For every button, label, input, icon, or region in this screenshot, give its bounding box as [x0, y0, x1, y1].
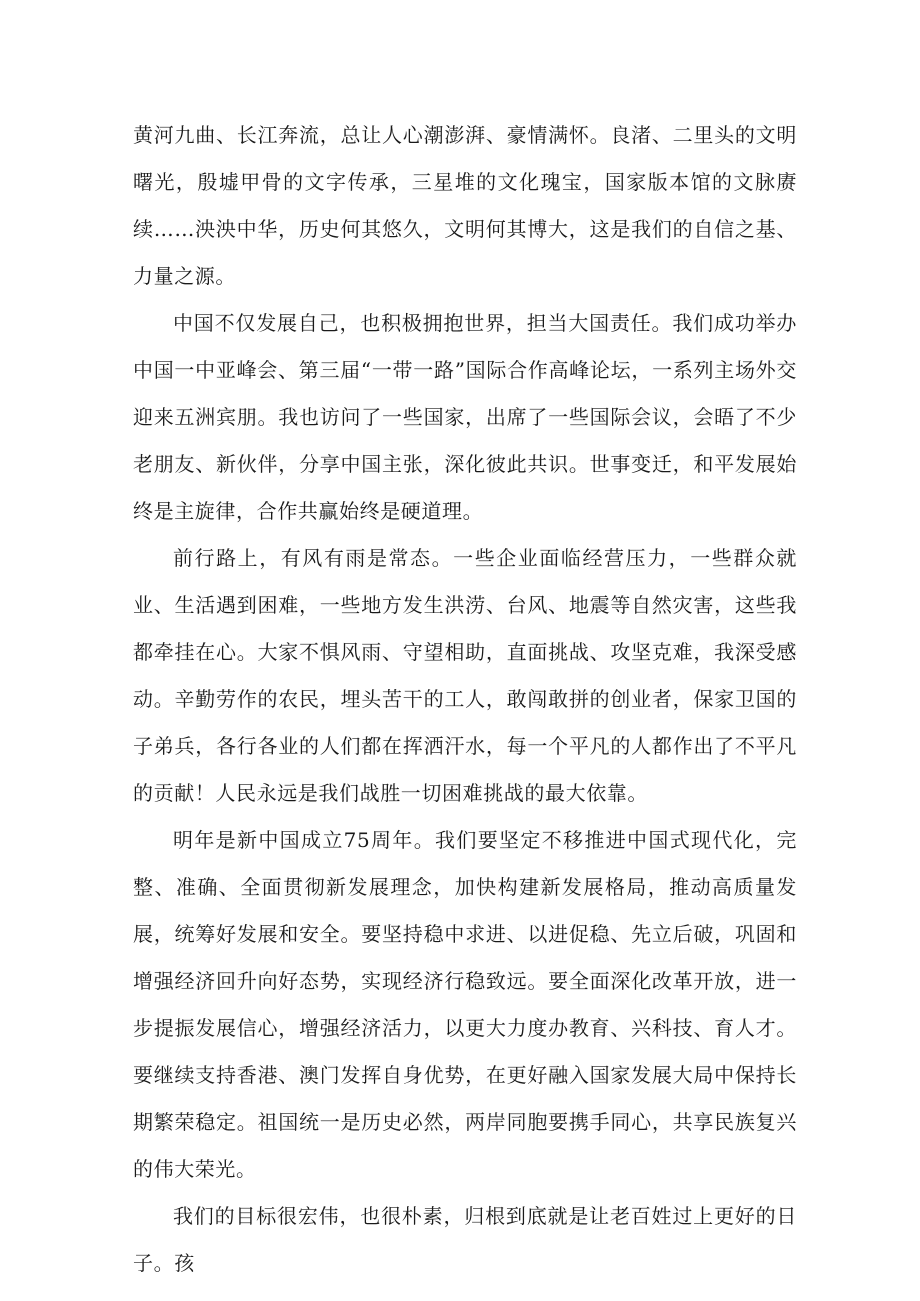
paragraph-2: 中国不仅发展自己，也积极拥抱世界，担当大国责任。我们成功举办中国一中亚峰会、第三届“一带一路”国际合作高峰论坛，一系列主场外交迎来五洲宾朋。我也访问了一些国家，出席了一些国际会议，会晤了不少老朋友、新伙伴，分享中国主张，深化彼此共识。世事变迁，和平发展始终是主旋律，合作共赢始终是硬道理。	[133, 311, 797, 523]
paragraph-1: 黄河九曲、长江奔流，总让人心潮澎湃、豪情满怀。良渚、二里头的文明曙光，殷墟甲骨的文字传承，三星堆的文化瑰宝，国家版本馆的文脉赓续……泱泱中华，历史何其悠久，文明何其博大，这是我们的自信之基、力量之源。	[133, 123, 797, 288]
paragraph-5: 我们的目标很宏伟，也很朴素，归根到底就是让老百姓过上更好的日子。孩	[133, 1204, 797, 1275]
paragraph-4: 明年是新中国成立75周年。我们要坚定不移推进中国式现代化，完整、准确、全面贯彻新发展理念，加快构建新发展格局，推动高质量发展，统筹好发展和安全。要坚持稳中求进、以进促稳、先立后破，巩固和增强经济回升向好态势，实现经济行稳致远。要全面深化改革开放，进一步提振发展信心，增强经济活力，以更大力度办教育、兴科技、育人才。要继续支持香港、澳门发挥自身优势，在更好融入国家发展大局中保持长期繁荣稳定。祖国统一是历史必然，两岸同胞要携手同心，共享民族复兴的伟大荣光。	[133, 828, 797, 1181]
paragraph-3: 前行路上，有风有雨是常态。一些企业面临经营压力，一些群众就业、生活遇到困难，一些地方发生洪涝、台风、地震等自然灾害，这些我都牵挂在心。大家不惧风雨、守望相助，直面挑战、攻坚克难，我深受感动。辛勤劳作的农民，埋头苦干的工人，敢闯敢拼的创业者，保家卫国的子弟兵，各行各业的人们都在挥洒汗水，每一个平凡的人都作出了不平凡的贡献！人民永远是我们战胜一切困难挑战的最大依靠。	[133, 546, 797, 805]
body-text	[133, 112, 797, 1287]
